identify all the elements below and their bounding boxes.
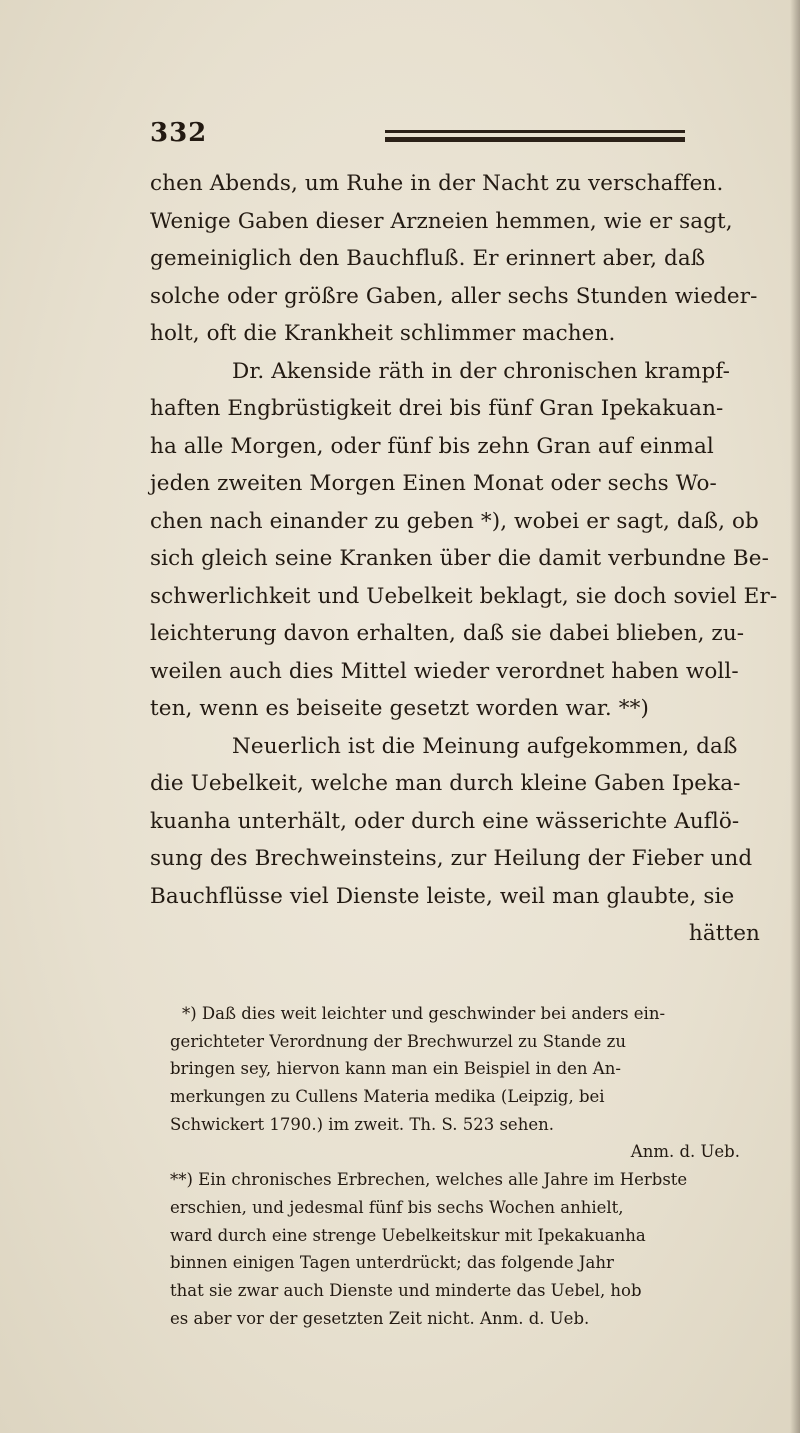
footnote-1-line: gerichteter Verordnung der Brechwurzel zu Stande zu [170,1031,626,1051]
main-text [150,165,778,953]
text-line: gemeiniglich den Bauchfluß. Er erinnert aber, daß [150,246,706,271]
footnote-1-line: Schwickert 1790.) im zweit. Th. S. 523 sehen. [170,1114,554,1134]
page-header [150,118,790,158]
page-number: 332 [150,118,208,148]
footnote-2-line: that sie zwar auch Dienste und minderte das Uebel, hob [170,1280,642,1300]
text-line: chen nach einander zu geben *), wobei er sagt, daß, ob [150,508,759,534]
footnote-2-line: es aber vor der gesetzten Zeit nicht. Anm. d. Ueb. [170,1308,590,1328]
text-line: ten, wenn es beiseite gesetzt worden war. **) [150,696,649,721]
text-line: Neuerlich ist die Meinung aufgekommen, daß [232,733,738,759]
footnotes [170,1000,770,1332]
footnote-2-line: **) Ein chronisches Erbrechen, welches alle Jahre im Herbste [170,1170,688,1190]
footnote-2-line: binnen einigen Tagen unterdrückt; das folgende Jahr [170,1253,614,1273]
header-rule-thin [385,130,685,133]
text-line: kuanha unterhält, oder durch eine wässerichte Auflö- [150,808,740,834]
text-line: jeden zweiten Morgen Einen Monat oder sechs Wo- [150,471,717,496]
footnote-1-line: *) Daß dies weit leichter und geschwinder bei anders ein- [182,1004,666,1023]
footnote-2-line: erschien, und jedesmal fünf bis sechs Wochen anhielt, [170,1197,624,1217]
text-line: sich gleich seine Kranken über die damit verbundne Be- [150,546,769,571]
text-line: sung des Brechweinsteins, zur Heilung der Fieber und [150,846,753,871]
text-line: Wenige Gaben dieser Arzneien hemmen, wie er sagt, [150,208,733,234]
text-line: weilen auch dies Mittel wieder verordnet haben woll- [150,658,739,684]
text-line: Bauchflüsse viel Dienste leiste, weil man glaubte, sie [150,883,735,909]
text-line: haften Engbrüstigkeit drei bis fünf Gran Ipekakuan- [150,396,724,421]
footnote-1-line: merkungen zu Cullens Materia medika (Leipzig, bei [170,1087,605,1107]
footnote-2-line: ward durch eine strenge Uebelkeitskur mit Ipekakuanha [170,1225,646,1245]
footnote-1-line: bringen sey, hiervon kann man ein Beispiel in den An- [170,1059,621,1079]
page-edge-shadow [790,0,800,1433]
text-line: die Uebelkeit, welche man durch kleine Gaben Ipeka- [150,771,741,796]
text-line: leichterung davon erhalten, daß sie dabei blieben, zu- [150,621,745,646]
header-rule-thick [385,137,685,142]
text-line: holt, oft die Krankheit schlimmer machen. [150,321,616,346]
text-line: chen Abends, um Ruhe in der Nacht zu verschaffen. [150,171,724,196]
text-line: ha alle Morgen, oder fünf bis zehn Gran auf einmal [150,433,714,459]
text-line: Dr. Akenside räth in der chronischen krampf- [232,358,731,384]
text-line: solche oder größre Gaben, aller sechs Stunden wieder- [150,283,758,309]
text-line: schwerlichkeit und Uebelkeit beklagt, sie doch soviel Er- [150,583,778,609]
catchword: hätten [688,921,760,946]
footnote-1-signature: Anm. d. Ueb. [630,1142,740,1162]
